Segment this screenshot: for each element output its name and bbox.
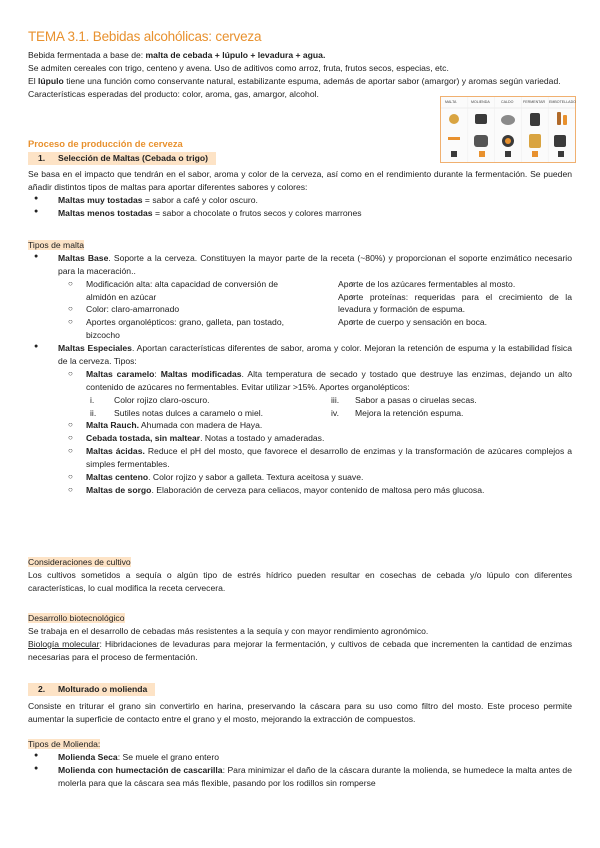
base-malts-item: ● Maltas Base. Soporte a la cerveza. Constituyen la mayor parte de la receta (~80%) y proporcionan el soporte enzimático necesario para la maceración.. [28,252,572,278]
figure-label-2: MOLIENDA [471,100,490,104]
caramel-attributes [28,394,572,420]
step2-description: Consiste en triturar el grano sin convertirlo en harina, preservando la cáscara para su uso como filtro del mosto. Este proceso permite aumentar la superficie de contacto entre el grano y el mosto, mejorando la extracción de compuestos. [28,701,572,724]
intro-line-1: Bebida fermentada a base de: malta de cebada + lúpulo + levadura + agua. [28,50,326,60]
biotech-section [28,612,572,664]
page-title: TEMA 3.1. Bebidas alcohólicas: cerveza [28,29,262,44]
step2-body [28,700,572,726]
base-right-item-2: ○ Aporte proteínas: requeridas para el crecimiento de la levadura y formación de espuma. [310,291,572,317]
dry-milling-item: ● Molienda Seca: Se muele el grano entero [28,751,572,764]
process-title: Proceso de producción de cerveza [28,138,183,149]
process-section [28,137,435,151]
sorghum-malts-item: ○ Maltas de sorgo. Elaboración de cerveza para celiacos, mayor contenido de maltosa pero más glucosa. [28,484,572,497]
base-right-item-1: ○ Aporte de los azúcares fermentables al mosto. [310,278,572,291]
step1-description: Se basa en el impacto que tendrán en el sabor, aroma y color de la cerveza, así como en el rendimiento durante la fermentación. Se pueden añadir distintos tipos de maltas para aportar diferentes sabores y colores: [28,169,572,192]
roman-item-i: i. Color rojizo claro-oscuro. [90,394,210,405]
base-malts-columns [28,278,572,342]
figure-label-3: CALDO [501,100,514,104]
base-right-item-3: ○ Aporte de cuerpo y sensación en boca. [310,316,572,329]
acid-malts-item: ○ Maltas ácidas. Reduce el pH del mosto, que favorece el desarrollo de enzimas y la transformación de azúcares complejos a simples fermentables. [28,445,572,471]
roman-item-iii: iii. Sabor a pasas o ciruelas secas. [331,394,477,405]
figure-label-5: EMBOTELLADO [549,100,576,104]
crop-section [28,556,572,595]
biotech-line-2: Biología molecular: Hibridaciones de levaduras para mejorar la fermentación, y cultivos de cebada que incrementen la cantidad de enzimas necesarias para el proceso de fermentación. [28,638,572,662]
base-left-item-3: ○ Aportes organolépticos: grano, galleta, pan tostado, bizcocho [28,316,310,342]
base-left-item-2: ○ Color: claro-amarronado [28,303,310,316]
fermenter-icon [530,113,540,126]
intro-line-3: El lúpulo tiene una función como conservante natural, estabilizante espuma, además de aportar sabor (amargor) y aromas según variedad. [28,75,561,86]
kettle-icon [501,115,515,125]
roman-item-iv: iv. Mejora la retención espuma. [331,407,464,418]
rauch-malt-item: ○ Malta Rauch. Ahumada con madera de Haya. [28,419,572,432]
crop-text: Los cultivos sometidos a sequía o algún tipo de estrés hídrico pueden resultar en cosechas de cebada y/o lúpulo con diferentes características, lo cual modifica la receta cervecera. [28,569,572,593]
caramel-malts-item: ○ Maltas caramelo: Maltas modificadas. Alta temperatura de secado y tostado que destruye las enzimas, dejando un alto contenido de azúcares no fermentables. Evitar utilizar >15%. Aportes organolépticos: [28,368,572,394]
base-left-col [28,278,310,342]
biotech-heading: Desarrollo biotecnológico [28,613,125,623]
biotech-line-1: Se trabaja en el desarrollo de cebadas más resistentes a la sequía y con mayor rendimiento agronómico. [28,625,429,636]
base-right-col [310,278,572,342]
intro-line-4: Características esperadas del producto: color, aroma, gas, amargor, alcohol. [28,88,319,99]
step1-body [28,168,572,220]
figure-label-1: MALTA [445,100,457,104]
malt-types-heading: Tipos de malta [28,240,85,250]
crop-heading: Consideraciones de cultivo [28,557,131,567]
bottle-icon [557,112,561,125]
malt-types-section [28,239,572,497]
mill-icon [475,114,487,124]
wet-milling-item: ● Molienda con humectación de cascarilla: Para minimizar el daño de la cáscara durante la molienda, se humedece la malta antes de molerla para que la cáscara sea más flexible, pasando por los rodillos sin romperse [28,764,572,790]
step1-heading: 1. Selección de Maltas (Cebada o trigo) [28,152,216,165]
intro-block [28,49,572,101]
step2-heading-wrap [28,683,572,696]
milling-types-heading: Tipos de Molienda: [28,739,101,749]
base-left-item-1: ○ Modificación alta: alta capacidad de conversión de almidón en azúcar [28,278,310,304]
grain-icon [449,114,459,124]
rye-malts-item: ○ Maltas centeno. Color rojizo y sabor a galleta. Textura aceitosa y suave. [28,471,572,484]
bullet-less-toasted: ● Maltas menos tostadas = sabor a chocolate o frutos secos y colores marrones [28,207,572,220]
step2-heading: 2. Molturado o molienda [28,683,155,696]
milling-types-section [28,738,572,790]
intro-line-2: Se admiten cereales con trigo, centeno y avena. Uso de aditivos como arroz, fruta, frutos secos, especias, etc. [28,62,449,73]
special-malts-item: ● Maltas Especiales. Aportan características diferentes de sabor, aroma y color. Mejoran la retención de espuma y la estabilidad física de la cerveza. Tipos: [28,342,572,368]
step1-heading-wrap [28,152,572,165]
roasted-barley-item: ○ Cebada tostada, sin maltear. Notas a tostado y amaderadas. [28,432,572,445]
figure-label-4: FERMENTAR [523,100,546,104]
roman-item-ii: ii. Sutiles notas dulces a caramelo o miel. [90,407,264,418]
bullet-very-toasted: ● Maltas muy tostadas = sabor a café y color oscuro. [28,194,572,207]
